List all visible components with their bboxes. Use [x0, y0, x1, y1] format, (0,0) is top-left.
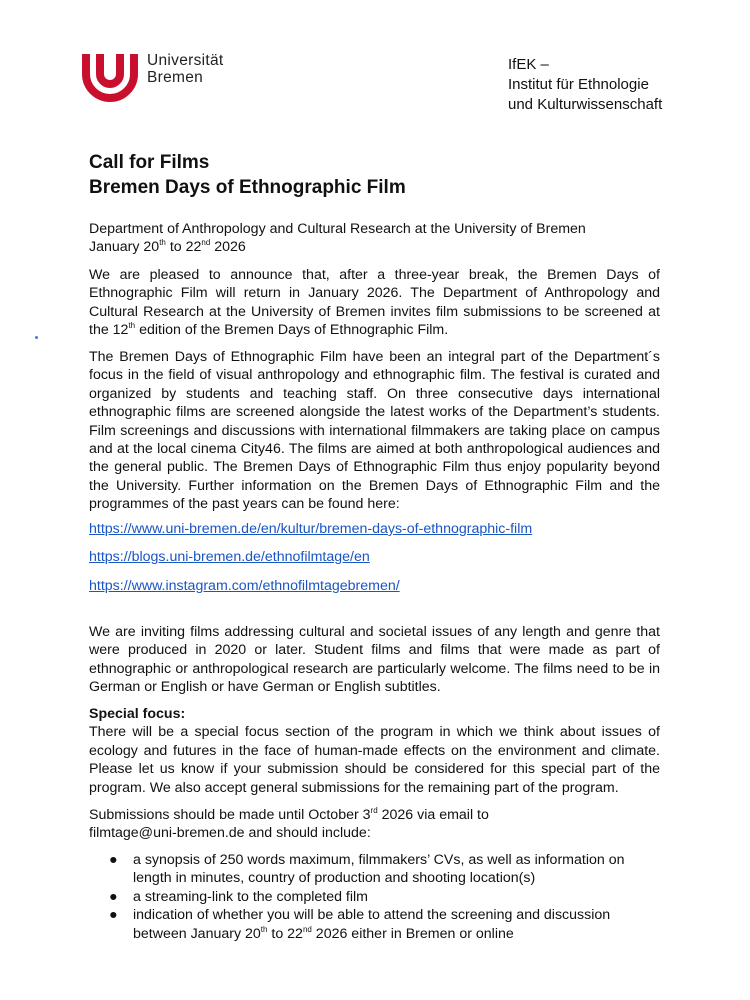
institute-line-2: Institut für Ethnologie: [508, 76, 649, 93]
logo-line-2: Bremen: [147, 69, 204, 86]
date-line: January 20th to 22nd 2026: [89, 238, 246, 256]
university-logo-icon: [82, 52, 138, 108]
margin-dot: [35, 336, 38, 339]
submission-line-2: filmtage@uni-bremen.de and should include:: [89, 825, 371, 842]
list-item: ● indication of whether you will be able to attend the screening and discussion between January 20th to 22nd 2026 either in Bremen or online: [109, 907, 611, 942]
submission-block: [89, 806, 660, 843]
institute-line-3: und Kulturwissenschaft: [508, 96, 663, 113]
list-item: ● a streaming-link to the completed film: [109, 888, 368, 905]
announcement-paragraph: We are pleased to announce that, after a three-year break, the Bremen Days of Ethnographic Film will return in January 2026. The Department of Anthropology and Cultural Research at the University of Bremen invites film submissions to be screened at the 12th edition of the Bremen Days of Ethnographic Film.: [89, 267, 660, 339]
about-paragraph: The Bremen Days of Ethnographic Film have been an integral part of the Department´s focus in the field of visual anthropology and ethnographic film. The festival is curated and organized by students and teaching staff. On three consecutive days international ethnographic films are screened alongside the latest works of the Department’s students. Film screenings and discussions with international filmmakers are taking place on campus and at the local cinema City46. The films are aimed at both anthropological audiences and the general public. The Bremen Days of Ethnographic Film thus enjoy popularity beyond the University. Further information on the Bremen Days of Ethnographic Film and the programmes of the past years can be found here:: [89, 349, 660, 513]
institute-name: [508, 55, 662, 115]
inviting-paragraph: We are inviting films addressing cultural and societal issues of any length and genre that were produced in 2020 or later. Student films and films that were made as part of ethnographic or anthropological research are particularly welcome. The films need to be in German or English or have German or English subtitles.: [89, 624, 660, 696]
list-item: ● a synopsis of 250 words maximum, filmmakers’ CVs, as well as information on length in minutes, country of production and shooting location(s): [109, 852, 625, 887]
title-line-1: Call for Films: [89, 152, 210, 173]
intro-block: [89, 220, 660, 257]
bullet-marker: ●: [109, 888, 118, 905]
institute-line-1: IfEK –: [508, 56, 549, 73]
link-instagram[interactable]: https://www.instagram.com/ethnofilmtagebremen/: [89, 578, 400, 594]
link-blog[interactable]: https://blogs.uni-bremen.de/ethnofilmtage/en: [89, 549, 370, 565]
page-title: [89, 150, 406, 200]
title-line-2: Bremen Days of Ethnographic Film: [89, 177, 406, 198]
bullet-marker: ●: [109, 852, 118, 868]
special-focus-text: There will be a special focus section of the program in which we think about issues of ecology and futures in the face of human-made effects on the environment and climate. Please let us know if your submission should be considered for this special part of the program. We also accept general submissions for the remaining part of the program.: [89, 724, 660, 796]
link-uni-bremen[interactable]: https://www.uni-bremen.de/en/kultur/bremen-days-of-ethnographic-film: [89, 521, 533, 537]
requirements-list: [89, 851, 649, 943]
department-line: Department of Anthropology and Cultural Research at the University of Bremen: [89, 221, 586, 237]
special-focus-heading: Special focus:: [89, 706, 186, 722]
special-focus-block: [89, 705, 660, 797]
logo-wordmark: [147, 52, 224, 86]
bullet-marker: ●: [109, 907, 118, 924]
logo-line-1: Universität: [147, 52, 224, 69]
submission-line-1: Submissions should be made until October 3rd 2026 via email to: [89, 806, 489, 823]
